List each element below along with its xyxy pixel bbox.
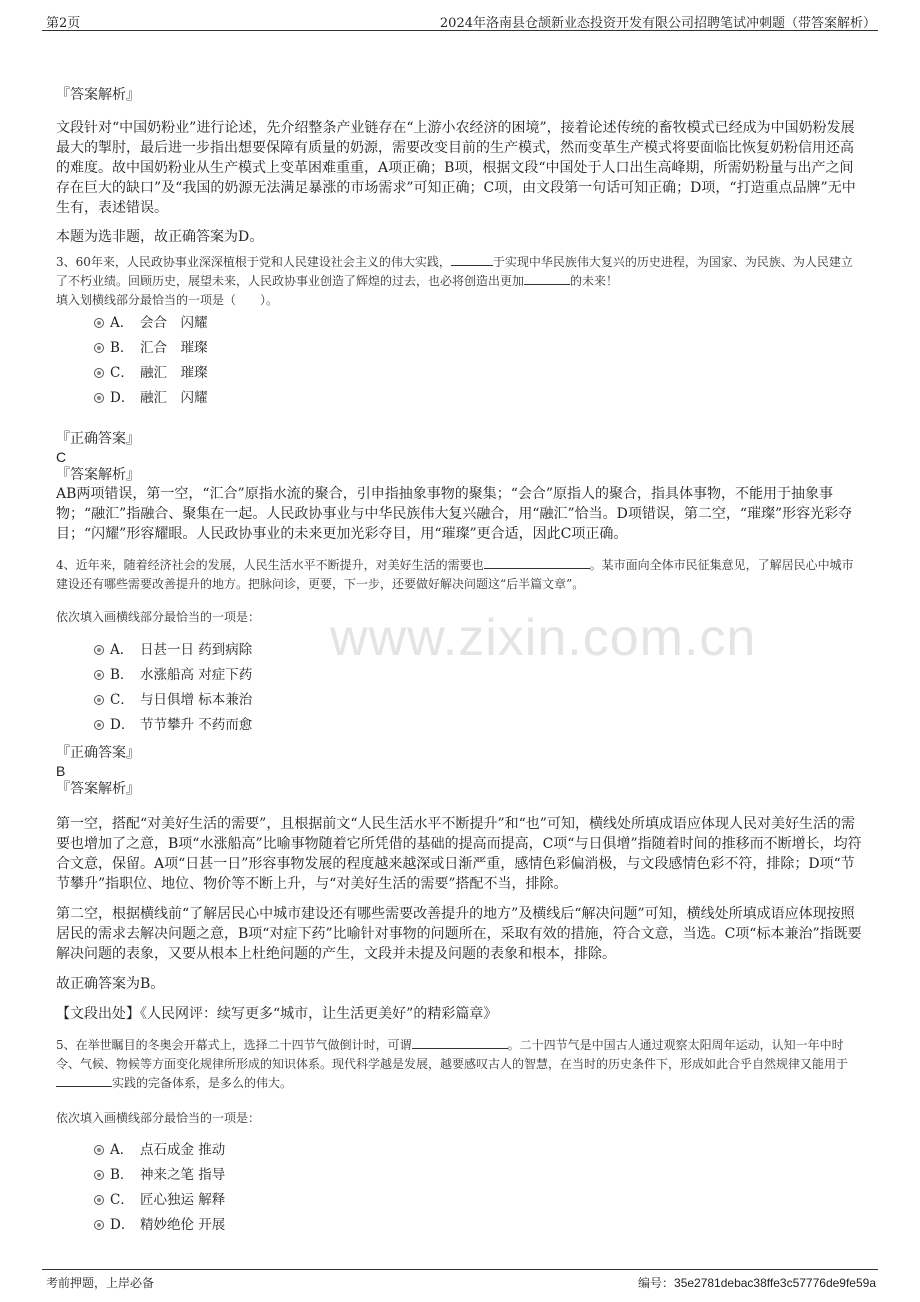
option-b[interactable]: B． 水涨船高 对症下药 bbox=[56, 665, 862, 690]
option-b[interactable]: B． 汇合 璀璨 bbox=[56, 338, 862, 363]
option-d[interactable]: D． 节节攀升 不药而愈 bbox=[56, 715, 862, 740]
explain-label: 『答案解析』 bbox=[56, 467, 140, 483]
correct-answer-label: 『正确答案』 bbox=[56, 745, 140, 761]
question-4 bbox=[56, 556, 862, 627]
radio-button[interactable] bbox=[94, 645, 104, 655]
question-3-options bbox=[56, 313, 862, 413]
option-c[interactable]: C． 融汇 璀璨 bbox=[56, 363, 862, 388]
page-footer bbox=[0, 1266, 920, 1302]
question-3-answer bbox=[56, 430, 862, 544]
correct-answer-value: C bbox=[56, 449, 67, 465]
option-b[interactable]: B． 神来之笔 指导 bbox=[56, 1165, 862, 1190]
document-code: 编号：35e2781debac38ffe3c57776de9fe59a bbox=[638, 1276, 876, 1290]
explain-label: 『答案解析』 bbox=[56, 781, 140, 797]
option-d[interactable]: D． 融汇 闪耀 bbox=[56, 388, 862, 413]
radio-button[interactable] bbox=[94, 695, 104, 705]
explanation-paragraph: 第二空，根据横线前“了解居民心中城市建设还有哪些需要改善提升的地方”及横线后“解决问题”可知，横线处所填成语应体现按照居民的需求去解决问题之意，B项“对症下药”比喻针对事物的问题所在，采取有效的措施，符合文意，当选。C项“标本兼治”指既要解决问题的表象，又要从根本上杜绝问题的产生，文段并未提及问题的表象和根本，排除。 bbox=[56, 906, 862, 962]
question-5-prompt: 依次填入画横线部分最恰当的一项是： bbox=[56, 1111, 261, 1125]
question-4-explanation bbox=[56, 814, 862, 1024]
question-5-options bbox=[56, 1140, 862, 1240]
option-a[interactable]: A． 日甚一日 药到病除 bbox=[56, 640, 862, 665]
q2-explain-paragraph: 文段针对“中国奶粉业”进行论述，先介绍整条产业链存在“上游小农经济的困境”，接着论述传统的畜牧模式已经成为中国奶粉发展最大的掣肘，最后进一步指出想要保障有质量的奶源，需要改变目前的生产模式，然而变革生产模式将要面临比恢复奶粉信用还高的难度。故中国奶粉业从生产模式上变革困难重重，A项正确；B项，根据文段“中国处于人口出生高峰期，所需奶粉量与出产之间存在巨大的缺口”及“我国的奶源无法满足暴涨的市场需求”可知正确；C项，由文段第一句话可知正确；D项，“打造重点品牌”无中生有，表述错误。 bbox=[56, 120, 856, 216]
q2-explain-block bbox=[56, 118, 862, 247]
question-3-stem: 3、60年来，人民政协事业深深植根于党和人民建设社会主义的伟大实践， 于实现中华民族伟大复兴的历史进程，为国家、为民族、为人民建立了不朽业绩。回顾历史，展望未来，人民政协事业创造了辉煌的过去，也必将创造出更加 的未来！ bbox=[56, 255, 853, 288]
page-header bbox=[0, 0, 920, 34]
correct-answer-label: 『正确答案』 bbox=[56, 431, 140, 447]
answer-blank bbox=[524, 284, 570, 285]
question-4-stem: 4、近年来，随着经济社会的发展，人民生活水平不断提升，对美好生活的需要也 。某市面向全体市民征集意见，了解居民心中城市建设还有哪些需要改善提升的地方。把脉问诊，更要，下一步，还要做好解决问题这“后半篇文章”。 bbox=[56, 558, 854, 591]
page-number: 第2页 bbox=[46, 16, 81, 31]
explanation-paragraph: 第一空，搭配“对美好生活的需要”，且根据前文“人民生活水平不断提升”和“也”可知，横线处所填成语应体现人民对美好生活的需要也增加了之意，B项“水涨船高”比喻事物随着它所凭借的基础的提高而提高，C项“与日俱增”指随着时间的推移而不断增长，均符合文意，保留。A项“日甚一日”形容事物发展的程度越来越深或日渐严重，感情色彩偏消极，与文段感情色彩不符，排除；D项“节节攀升”指职位、地位、物价等不断上升，与“对美好生活的需要”搭配不当，排除。 bbox=[56, 816, 862, 892]
radio-button[interactable] bbox=[94, 368, 104, 378]
correct-answer-value: B bbox=[56, 763, 66, 779]
watermark: www.zixin.com.cn bbox=[330, 609, 757, 667]
radio-button[interactable] bbox=[94, 318, 104, 328]
question-3 bbox=[56, 253, 862, 310]
question-5 bbox=[56, 1036, 862, 1128]
radio-button[interactable] bbox=[94, 720, 104, 730]
radio-button[interactable] bbox=[94, 670, 104, 680]
explanation-conclusion: 故正确答案为B。 bbox=[56, 976, 165, 992]
radio-button[interactable] bbox=[94, 1195, 104, 1205]
option-a[interactable]: A． 点石成金 推动 bbox=[56, 1140, 862, 1165]
radio-button[interactable] bbox=[94, 1145, 104, 1155]
radio-button[interactable] bbox=[94, 1220, 104, 1230]
radio-button[interactable] bbox=[94, 393, 104, 403]
question-5-stem: 5、在举世瞩目的冬奥会开幕式上，选择二十四节气做倒计时，可谓 。二十四节气是中国古人通过观察太阳周年运动，认知一年中时令、气候、物候等方面变化规律所形成的知识体系。现代科学越是发展，越要感叹古人的智慧，在当时的历史条件下，形成如此合乎自然规律又能用于实践的完备体系，是多么的伟大。 bbox=[56, 1038, 849, 1090]
question-4-answer bbox=[56, 744, 862, 798]
header-rule bbox=[42, 30, 878, 31]
option-c[interactable]: C． 与日俱增 标本兼治 bbox=[56, 690, 862, 715]
radio-button[interactable] bbox=[94, 343, 104, 353]
answer-blank bbox=[412, 1048, 508, 1049]
footer-slogan: 考前押题，上岸必备 bbox=[46, 1276, 155, 1290]
footer-rule bbox=[42, 1269, 878, 1270]
radio-button[interactable] bbox=[94, 1170, 104, 1180]
question-4-options bbox=[56, 640, 862, 740]
document-title: 2024年洛南县仓颉新业态投资开发有限公司招聘笔试冲刺题（带答案解析） bbox=[439, 16, 876, 31]
question-3-explanation: AB两项错误，第一空，“汇合”原指水流的聚合，引申指抽象事物的聚集；“会合”原指人的聚合，指具体事物，不能用于抽象事物；“融汇”指融合、聚集在一起。人民政协事业与中华民族伟大复兴融合，用“融汇”恰当。D项错误，第二空，“璀璨”形容光彩夺目；“闪耀”形容耀眼。人民政协事业的未来更加光彩夺目，用“璀璨”更合适，因此C项正确。 bbox=[56, 486, 853, 542]
source-citation: 【文段出处】《人民网评：续写更多“城市，让生活更美好”的精彩篇章》 bbox=[56, 1006, 498, 1022]
q2-explain-label: 『答案解析』 bbox=[56, 87, 140, 103]
question-4-prompt: 依次填入画横线部分最恰当的一项是： bbox=[56, 610, 261, 624]
option-c[interactable]: C． 匠心独运 解释 bbox=[56, 1190, 862, 1215]
answer-blank bbox=[484, 568, 590, 569]
answer-blank bbox=[451, 265, 493, 266]
option-d[interactable]: D． 精妙绝伦 开展 bbox=[56, 1215, 862, 1240]
q2-conclusion: 本题为选非题，故正确答案为D。 bbox=[56, 229, 264, 245]
question-3-prompt: 填入划横线部分最恰当的一项是（ ）。 bbox=[56, 293, 279, 307]
answer-blank bbox=[56, 1086, 112, 1087]
option-a[interactable]: A． 会合 闪耀 bbox=[56, 313, 862, 338]
